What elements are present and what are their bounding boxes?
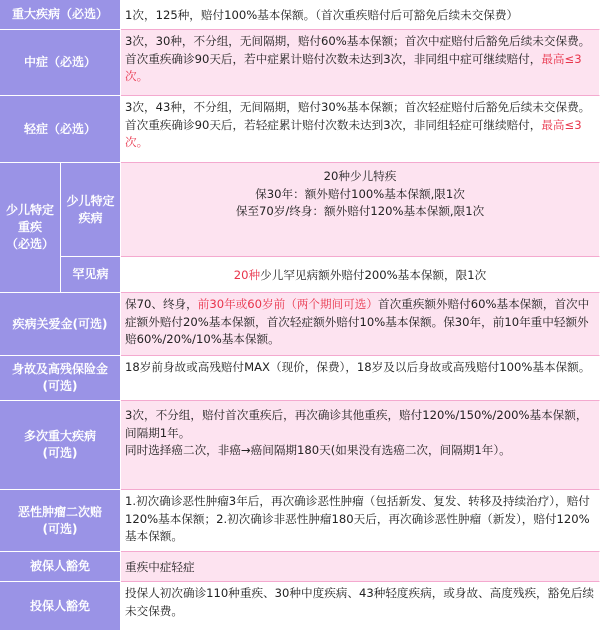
row-text-rare-disease: 20种少儿罕见病额外赔付200%基本保额，限1次: [121, 257, 600, 293]
row-label-policyholder-waiver: 投保人豁免: [0, 582, 121, 630]
row-text-mild-illness: 3次，43种，不分组，无间隔期，赔付30%基本保额；首次轻症赔付后豁免后续未交保费。首次重疾确诊90天后，若轻症累计赔付次数未达到3次，非同组轻症可继续赔付，最高≤3次。: [121, 96, 600, 163]
moderate-max-highlight: 最高≤3次。: [125, 51, 582, 84]
row-text-insured-waiver: 重疾中症轻症: [121, 552, 600, 582]
row-label-child-critical-group: 少儿特定重疾 （必选）: [0, 163, 61, 293]
row-text-policyholder-waiver: 投保人初次确诊110种重疾、30种中度疾病、43种轻度疾病，或身故、高度残疾，豁免后续未交保费。: [121, 582, 600, 630]
row-text-critical-illness: 1次，125种，赔付100%基本保额。（首次重疾赔付后可豁免后续未交保费）: [121, 0, 600, 30]
row-label-rare-disease: 罕见病: [61, 257, 121, 293]
row-text-multiple-critical: 3次，不分组，赔付首次重疾后，再次确诊其他重疾，赔付120%/150%/200%基本保额，间隔期1年。 同时选择癌二次，非癌→癌间隔期180天(如果没有选癌二次，间隔期1年）。: [121, 401, 600, 490]
rare-count-highlight: 20种: [233, 268, 261, 283]
row-label-care-fund: 疾病关爱金(可选): [0, 293, 121, 356]
row-label-cancer-second: 恶性肿瘤二次赔 (可选): [0, 490, 121, 552]
row-label-moderate-illness: 中症（必选）: [0, 30, 121, 96]
row-text-care-fund: 保70、终身，前30年或60岁前（两个期间可选）首次重疾额外赔付60%基本保额，首次中症额外赔付20%基本保额，首次轻症额外赔付10%基本保额。保30年，前10年重中轻额外赔60%/20%/10%基本保额。: [121, 293, 600, 356]
row-text-child-specific-disease: 20种少儿特疾 保30年：额外赔付100%基本保额,限1次 保至70岁/终身：额外赔付120%基本保额,限1次: [121, 163, 600, 257]
row-label-child-specific-disease: 少儿特定 疾病: [61, 163, 121, 257]
row-text-cancer-second: 1.初次确诊恶性肿瘤3年后，再次确诊恶性肿瘤（包括新发、复发、转移及持续治疗），赔付120%基本保额；2.初次确诊非恶性肿瘤180天后，再次确诊恶性肿瘤（新发），赔付120%基本保额。: [121, 490, 600, 552]
care-fund-period-highlight: 前30年或60岁前（两个期间可选）: [197, 297, 378, 311]
mild-max-highlight: 最高≤3次。: [125, 117, 582, 150]
row-label-insured-waiver: 被保人豁免: [0, 552, 121, 582]
row-text-moderate-illness: 3次，30种，不分组，无间隔期，赔付60%基本保额；首次中症赔付后豁免后续未交保费。首次重疾确诊90天后，若中症累计赔付次数未达到3次，非同组中症可继续赔付，最高≤3次。: [121, 30, 600, 96]
row-label-death-disability: 身故及高残保险金 (可选): [0, 356, 121, 401]
row-text-death-disability: 18岁前身故或高残赔付MAX（现价，保费），18岁及以后身故或高残赔付100%基本保额。: [121, 356, 600, 401]
row-label-critical-illness: 重大疾病（必选）: [0, 0, 121, 30]
row-label-mild-illness: 轻症（必选）: [0, 96, 121, 163]
row-label-multiple-critical: 多次重大疾病 (可选): [0, 401, 121, 490]
